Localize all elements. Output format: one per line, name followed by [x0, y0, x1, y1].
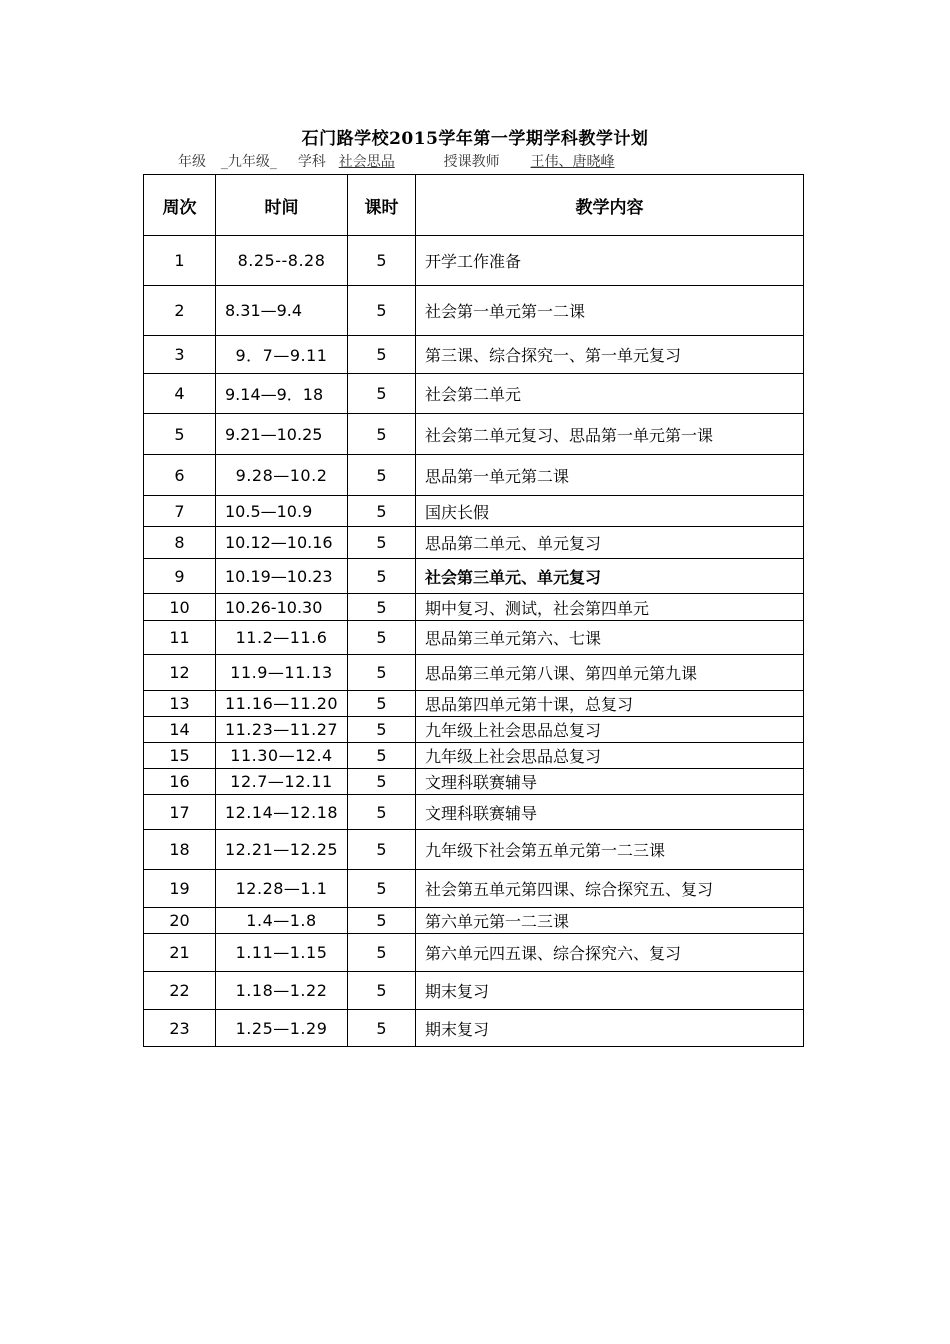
table-row	[144, 336, 804, 374]
content-cell: 九年级上社会思品总复习	[416, 717, 804, 743]
time-cell: 8.31—9.4	[216, 286, 348, 336]
week-cell: 1	[144, 236, 216, 286]
content-cell: 期末复习	[416, 972, 804, 1010]
hours-cell: 5	[348, 908, 416, 934]
table-row	[144, 717, 804, 743]
time-cell: 11.16—11.20	[216, 691, 348, 717]
week-cell: 5	[144, 414, 216, 455]
table-row	[144, 236, 804, 286]
content-cell: 期中复习、测试，社会第四单元	[416, 594, 804, 621]
hours-cell: 5	[348, 594, 416, 621]
hours-cell: 5	[348, 769, 416, 795]
hours-cell: 5	[348, 795, 416, 830]
week-cell: 10	[144, 594, 216, 621]
content-cell: 开学工作准备	[416, 236, 804, 286]
content-cell: 期末复习	[416, 1010, 804, 1047]
week-cell: 2	[144, 286, 216, 336]
content-cell: 思品第一单元第二课	[416, 455, 804, 496]
content-cell: 第六单元第一二三课	[416, 908, 804, 934]
week-cell: 19	[144, 870, 216, 908]
hours-cell: 5	[348, 972, 416, 1010]
column-header: 教学内容	[416, 175, 804, 236]
content-cell: 九年级下社会第五单元第一二三课	[416, 830, 804, 870]
table-row	[144, 769, 804, 795]
hours-cell: 5	[348, 527, 416, 559]
week-cell: 14	[144, 717, 216, 743]
week-cell: 18	[144, 830, 216, 870]
week-cell: 23	[144, 1010, 216, 1047]
time-cell: 1.25—1.29	[216, 1010, 348, 1047]
content-cell: 思品第四单元第十课，总复习	[416, 691, 804, 717]
content-cell: 思品第二单元、单元复习	[416, 527, 804, 559]
hours-cell: 5	[348, 743, 416, 769]
time-cell: 9.28—10.2	[216, 455, 348, 496]
column-header: 课时	[348, 175, 416, 236]
time-cell: 1.11—1.15	[216, 934, 348, 972]
table-row	[144, 870, 804, 908]
time-cell: 11.9—11.13	[216, 655, 348, 691]
week-cell: 6	[144, 455, 216, 496]
time-cell: 11.2—11.6	[216, 621, 348, 655]
week-cell: 12	[144, 655, 216, 691]
week-cell: 4	[144, 374, 216, 414]
subject-value: 社会思品	[338, 154, 395, 170]
time-cell: 9．7—9.11	[216, 336, 348, 374]
hours-cell: 5	[348, 691, 416, 717]
content-cell: 社会第二单元复习、思品第一单元第一课	[416, 414, 804, 455]
teaching-plan-table	[143, 174, 804, 1047]
time-cell: 10.26-10.30	[216, 594, 348, 621]
week-cell: 17	[144, 795, 216, 830]
hours-cell: 5	[348, 830, 416, 870]
time-cell: 12.7—12.11	[216, 769, 348, 795]
teacher-value: 王伟、唐晓峰	[530, 154, 615, 170]
content-cell: 思品第三单元第六、七课	[416, 621, 804, 655]
week-cell: 9	[144, 559, 216, 594]
week-cell: 15	[144, 743, 216, 769]
time-cell: 9.14—9．18	[216, 374, 348, 414]
table-row	[144, 455, 804, 496]
hours-cell: 5	[348, 236, 416, 286]
content-cell: 文理科联赛辅导	[416, 769, 804, 795]
content-cell: 社会第三单元、单元复习	[416, 559, 804, 594]
content-cell: 社会第二单元	[416, 374, 804, 414]
week-cell: 22	[144, 972, 216, 1010]
week-cell: 20	[144, 908, 216, 934]
hours-cell: 5	[348, 870, 416, 908]
time-cell: 11.23—11.27	[216, 717, 348, 743]
week-cell: 16	[144, 769, 216, 795]
hours-cell: 5	[348, 455, 416, 496]
table-row	[144, 655, 804, 691]
page-title: 石门路学校2015学年第一学期学科教学计划	[301, 129, 649, 149]
week-cell: 8	[144, 527, 216, 559]
time-cell: 10.12—10.16	[216, 527, 348, 559]
hours-cell: 5	[348, 934, 416, 972]
table-row	[144, 496, 804, 527]
subject-label: 学科	[297, 154, 326, 170]
table-row	[144, 934, 804, 972]
week-cell: 7	[144, 496, 216, 527]
content-cell: 文理科联赛辅导	[416, 795, 804, 830]
hours-cell: 5	[348, 559, 416, 594]
table-row	[144, 1010, 804, 1047]
course-meta	[178, 151, 627, 171]
time-cell: 12.28—1.1	[216, 870, 348, 908]
content-cell: 社会第五单元第四课、综合探究五、复习	[416, 870, 804, 908]
hours-cell: 5	[348, 286, 416, 336]
time-cell: 1.18—1.22	[216, 972, 348, 1010]
week-cell: 21	[144, 934, 216, 972]
hours-cell: 5	[348, 496, 416, 527]
table-row	[144, 621, 804, 655]
column-header: 周次	[144, 175, 216, 236]
time-cell: 12.21—12.25	[216, 830, 348, 870]
content-cell: 第三课、综合探究一、第一单元复习	[416, 336, 804, 374]
table-row	[144, 743, 804, 769]
content-cell: 国庆长假	[416, 496, 804, 527]
week-cell: 3	[144, 336, 216, 374]
content-cell: 九年级上社会思品总复习	[416, 743, 804, 769]
content-cell: 社会第一单元第一二课	[416, 286, 804, 336]
content-cell: 思品第三单元第八课、第四单元第九课	[416, 655, 804, 691]
table-row	[144, 972, 804, 1010]
table-row	[144, 286, 804, 336]
time-cell: 11.30—12.4	[216, 743, 348, 769]
table-row	[144, 559, 804, 594]
table-row	[144, 374, 804, 414]
time-cell: 12.14—12.18	[216, 795, 348, 830]
content-cell: 第六单元四五课、综合探究六、复习	[416, 934, 804, 972]
grade-value: _九年级_	[220, 154, 277, 170]
time-cell: 8.25--8.28	[216, 236, 348, 286]
hours-cell: 5	[348, 414, 416, 455]
table-row	[144, 414, 804, 455]
time-cell: 10.5—10.9	[216, 496, 348, 527]
week-cell: 13	[144, 691, 216, 717]
hours-cell: 5	[348, 336, 416, 374]
hours-cell: 5	[348, 717, 416, 743]
table-row	[144, 527, 804, 559]
hours-cell: 5	[348, 621, 416, 655]
table-row	[144, 830, 804, 870]
table-row	[144, 594, 804, 621]
hours-cell: 5	[348, 1010, 416, 1047]
column-header: 时间	[216, 175, 348, 236]
teacher-label: 授课教师	[443, 154, 500, 170]
time-cell: 1.4—1.8	[216, 908, 348, 934]
grade-label: 年级	[178, 154, 206, 170]
hours-cell: 5	[348, 374, 416, 414]
time-cell: 10.19—10.23	[216, 559, 348, 594]
week-cell: 11	[144, 621, 216, 655]
hours-cell: 5	[348, 655, 416, 691]
table-row	[144, 795, 804, 830]
time-cell: 9.21—10.25	[216, 414, 348, 455]
table-header-row	[144, 175, 804, 236]
table-row	[144, 908, 804, 934]
table-row	[144, 691, 804, 717]
